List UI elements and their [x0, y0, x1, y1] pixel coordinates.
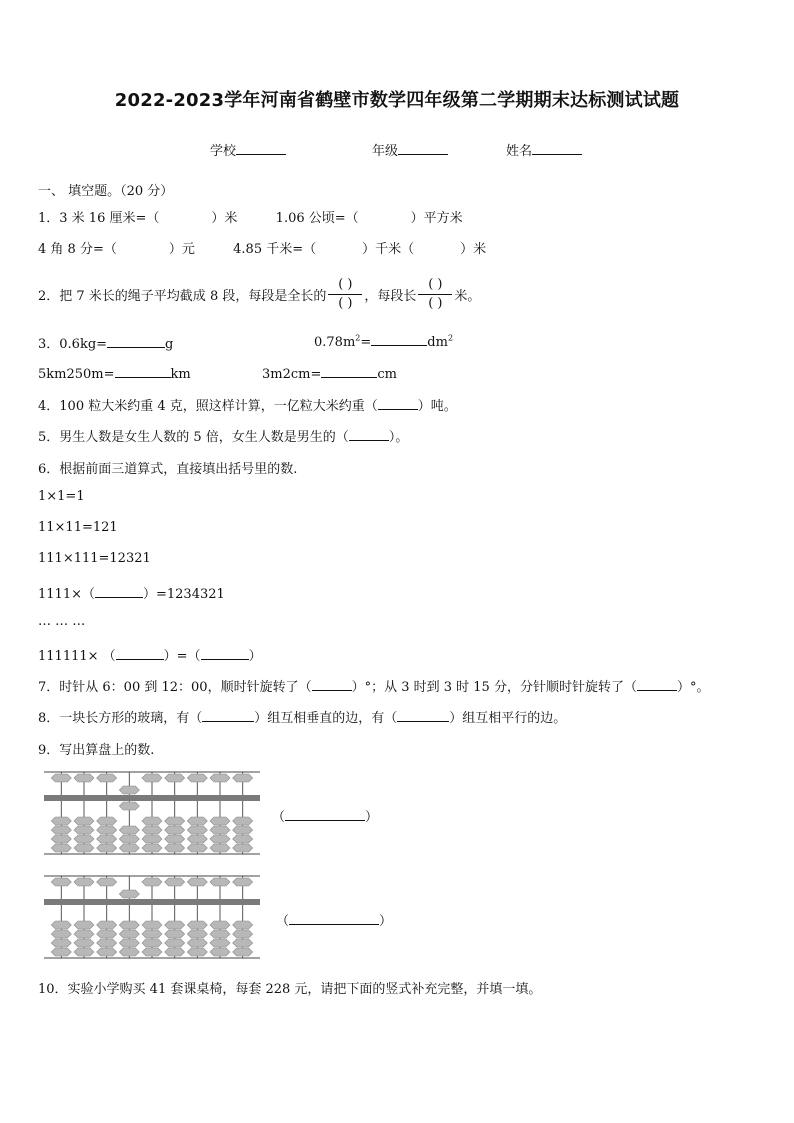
- q1-b-suffix: ）平方米: [410, 211, 463, 226]
- q3-d-prefix: 3m2cm=: [262, 367, 322, 382]
- grade-blank[interactable]: [398, 142, 448, 155]
- abacus-lower-bead: [97, 930, 117, 938]
- abacus-lower-bead: [74, 921, 94, 929]
- abacus-lower-bead: [187, 921, 207, 929]
- q8-mid: ）组互相垂直的边，有（: [254, 711, 398, 726]
- question-3-row-1b: [314, 333, 453, 350]
- q6-l6-answer-2[interactable]: [201, 647, 249, 660]
- q6-l6-mid: ）=（: [163, 649, 201, 664]
- abacus-lower-bead: [119, 835, 139, 843]
- abacus-lower-bead: [51, 930, 71, 938]
- q7-prefix: 7．时针从 6：00 到 12：00，顺时针旋转了（: [38, 680, 312, 695]
- q3-b-unit: dm: [427, 335, 448, 350]
- q3-b-unit-exponent: 2: [447, 333, 454, 343]
- abacus-lower-bead: [210, 939, 230, 947]
- abacus-lower-bead: [187, 930, 207, 938]
- abacus-lower-bead: [233, 817, 253, 825]
- q2-fraction-1[interactable]: [328, 276, 362, 313]
- abacus-upper-bead: [187, 878, 207, 886]
- abacus-lower-bead: [165, 835, 185, 843]
- school-label: 学校: [210, 144, 237, 159]
- abacus-lower-bead: [142, 948, 162, 956]
- q9-answer-2-close: ）: [379, 914, 393, 929]
- abacus-lower-bead: [210, 826, 230, 834]
- q2-fraction-1-numerator: ( ): [338, 276, 353, 292]
- question-6-line-1: 1×1=1: [38, 489, 85, 504]
- question-3-row-1: [38, 333, 173, 352]
- abacus-lower-bead: [97, 835, 117, 843]
- question-1-row-2: [38, 238, 486, 257]
- q1-a-prefix: 1．3 米 16 厘米=（: [38, 211, 160, 226]
- abacus-lower-bead: [51, 939, 71, 947]
- abacus-lower-bead: [74, 835, 94, 843]
- q3-b-equals: =: [360, 335, 372, 350]
- question-5: [38, 426, 408, 445]
- question-6-line-4: [38, 583, 225, 602]
- q6-l4-prefix: 1111×（: [38, 587, 95, 602]
- q1-d-answer-km[interactable]: [316, 241, 362, 253]
- q2-fraction-2-denominator: ( ): [428, 295, 443, 311]
- q9-answer-1-close: ）: [365, 810, 379, 825]
- q4-prefix: 4．100 粒大米约重 4 克，照这样计算，一亿粒大米约重（: [38, 399, 378, 414]
- q5-suffix: ）。: [388, 430, 409, 445]
- school-blank[interactable]: [236, 142, 286, 155]
- abacus-lower-bead: [210, 921, 230, 929]
- abacus-lower-bead: [51, 948, 71, 956]
- abacus-upper-bead: [210, 878, 230, 886]
- abacus-lower-bead: [74, 939, 94, 947]
- q9-answer-1-open: （: [272, 810, 286, 825]
- school-field: [210, 140, 286, 159]
- abacus-lower-bead: [74, 844, 94, 852]
- q1-b-prefix: 1.06 公顷=（: [275, 211, 359, 226]
- abacus-lower-bead: [233, 948, 253, 956]
- abacus-lower-bead: [210, 835, 230, 843]
- q1-d-prefix: 4.85 千米=（: [233, 242, 317, 257]
- abacus-lower-bead: [233, 921, 253, 929]
- q9-answer-1-blank[interactable]: [285, 808, 365, 821]
- q4-suffix: ）吨。: [417, 399, 457, 414]
- abacus-lower-bead: [51, 826, 71, 834]
- grade-field: [372, 140, 448, 159]
- question-9: 9．写出算盘上的数.: [38, 743, 155, 758]
- name-label: 姓名: [506, 144, 533, 159]
- q5-prefix: 5．男生人数是女生人数的 5 倍，女生人数是男生的（: [38, 430, 349, 445]
- abacus-upper-bead: [142, 774, 162, 782]
- q8-answer-1[interactable]: [202, 709, 254, 722]
- abacus-upper-bead: [233, 774, 253, 782]
- q3-a-answer[interactable]: [107, 335, 165, 348]
- q3-b-answer[interactable]: [371, 333, 427, 346]
- abacus-upper-bead: [210, 774, 230, 782]
- abacus-upper-bead: [51, 774, 71, 782]
- question-2: [38, 272, 480, 316]
- abacus-upper-bead: [142, 878, 162, 886]
- q3-b-exponent: 2: [355, 333, 361, 343]
- abacus-lower-bead: [74, 948, 94, 956]
- q1-a-answer[interactable]: [159, 210, 211, 222]
- abacus-upper-bead: [165, 878, 185, 886]
- question-6-line-2: 11×11=121: [38, 520, 118, 535]
- q1-c-prefix: 4 角 8 分=（: [38, 242, 117, 257]
- q9-answer-1: [272, 806, 378, 825]
- abacus-lower-bead: [51, 817, 71, 825]
- q3-c-prefix: 5km250m=: [38, 367, 115, 382]
- question-4: [38, 395, 457, 414]
- abacus-beam: [44, 899, 260, 905]
- q4-answer[interactable]: [378, 397, 418, 410]
- abacus-lower-bead: [233, 835, 253, 843]
- abacus-lower-bead: [51, 921, 71, 929]
- abacus-lower-bead: [119, 921, 139, 929]
- q6-l4-answer[interactable]: [95, 585, 143, 598]
- abacus-lower-bead: [142, 817, 162, 825]
- abacus-lower-bead: [165, 844, 185, 852]
- abacus-upper-bead: [187, 774, 207, 782]
- abacus-lower-bead: [233, 844, 253, 852]
- q3-a-prefix: 3．0.6kg=: [38, 337, 108, 352]
- abacus-lower-bead: [165, 826, 185, 834]
- q1-b-answer[interactable]: [359, 210, 411, 222]
- abacus-1-image: [44, 770, 260, 856]
- abacus-upper-bead: [97, 878, 117, 886]
- q5-answer[interactable]: [349, 428, 389, 441]
- q3-a-unit: g: [165, 337, 174, 352]
- abacus-lower-bead: [119, 939, 139, 947]
- abacus-lower-bead: [233, 930, 253, 938]
- abacus-lower-bead: [165, 921, 185, 929]
- q7-answer-1[interactable]: [312, 678, 352, 691]
- abacus-lower-bead: [74, 817, 94, 825]
- question-7: [38, 676, 709, 695]
- question-6-line-6: [38, 645, 262, 664]
- q9-answer-2-open: （: [276, 914, 290, 929]
- q2-text-b: ，每段长: [364, 288, 417, 304]
- q2-text-c: 米。: [454, 288, 481, 304]
- abacus-lower-bead: [97, 939, 117, 947]
- abacus-lower-bead: [210, 817, 230, 825]
- abacus-2-image: [44, 874, 260, 960]
- abacus-lower-bead: [142, 826, 162, 834]
- abacus-lower-bead: [119, 930, 139, 938]
- abacus-lower-bead: [210, 948, 230, 956]
- q1-c-suffix: ）元: [168, 242, 195, 257]
- abacus-upper-bead: [119, 890, 139, 898]
- q8-suffix: ）组互相平行的边。: [449, 711, 567, 726]
- page-title: 2022-2023学年河南省鹤壁市数学四年级第二学期期末达标测试试题: [114, 90, 680, 111]
- abacus-lower-bead: [187, 826, 207, 834]
- q3-b-prefix: 0.78m: [314, 335, 356, 350]
- abacus-upper-bead: [97, 774, 117, 782]
- abacus-lower-bead: [97, 948, 117, 956]
- q6-l6-prefix: 111111× （: [38, 649, 116, 664]
- abacus-lower-bead: [74, 826, 94, 834]
- question-6-ellipsis: … … …: [38, 614, 86, 629]
- abacus-lower-bead: [187, 817, 207, 825]
- q1-d-mid: ）千米（: [362, 242, 415, 257]
- q8-prefix: 8．一块长方形的玻璃，有（: [38, 711, 203, 726]
- abacus-upper-bead: [51, 878, 71, 886]
- abacus-lower-bead: [165, 930, 185, 938]
- q3-c-unit: km: [170, 367, 191, 382]
- question-10: 10．实验小学购买 41 套课桌椅，每套 228 元，请把下面的竖式补充完整，并填一填。: [38, 982, 542, 997]
- q8-answer-2[interactable]: [397, 709, 449, 722]
- q6-l6-suffix: ）: [248, 649, 262, 664]
- abacus-beam: [44, 795, 260, 801]
- abacus-lower-bead: [119, 948, 139, 956]
- name-field: [506, 140, 582, 159]
- question-3-row-2b: [262, 365, 397, 382]
- question-8: [38, 707, 566, 726]
- abacus-upper-bead: [74, 774, 94, 782]
- q3-d-unit: cm: [377, 367, 397, 382]
- question-1-row-1: [38, 207, 463, 226]
- abacus-upper-bead: [74, 878, 94, 886]
- q1-a-suffix: ）米: [211, 211, 238, 226]
- abacus-lower-bead: [97, 844, 117, 852]
- q2-text-a: 2．把 7 米长的绳子平均截成 8 段，每段是全长的: [38, 288, 327, 304]
- section-heading: 一、 填空题。（20 分）: [38, 184, 174, 199]
- q9-answer-2-blank[interactable]: [289, 912, 379, 925]
- abacus-lower-bead: [187, 844, 207, 852]
- abacus-lower-bead: [187, 948, 207, 956]
- abacus-lower-bead: [142, 844, 162, 852]
- abacus-lower-bead: [97, 826, 117, 834]
- q6-l4-suffix: ）=1234321: [142, 587, 225, 602]
- name-blank[interactable]: [532, 142, 582, 155]
- abacus-lower-bead: [119, 802, 139, 810]
- abacus-lower-bead: [165, 948, 185, 956]
- abacus-lower-bead: [210, 930, 230, 938]
- abacus-lower-bead: [119, 826, 139, 834]
- abacus-lower-bead: [74, 930, 94, 938]
- q1-d-answer-m[interactable]: [414, 241, 460, 253]
- abacus-upper-bead: [119, 786, 139, 794]
- q7-answer-2[interactable]: [637, 678, 677, 691]
- q6-l6-answer-1[interactable]: [116, 647, 164, 660]
- abacus-lower-bead: [142, 930, 162, 938]
- abacus-upper-bead: [233, 878, 253, 886]
- q9-answer-2: [276, 910, 392, 929]
- question-6-intro: 6．根据前面三道算式，直接填出括号里的数.: [38, 462, 298, 477]
- q1-d-suffix: ）米: [460, 242, 487, 257]
- abacus-lower-bead: [165, 817, 185, 825]
- abacus-lower-bead: [210, 844, 230, 852]
- abacus-lower-bead: [97, 921, 117, 929]
- abacus-lower-bead: [51, 844, 71, 852]
- abacus-lower-bead: [165, 939, 185, 947]
- q7-suffix: ）°。: [676, 680, 710, 695]
- abacus-upper-bead: [165, 774, 185, 782]
- q2-fraction-2-numerator: ( ): [428, 276, 443, 292]
- q2-fraction-2[interactable]: [418, 276, 452, 313]
- abacus-lower-bead: [187, 939, 207, 947]
- q3-d-answer[interactable]: [321, 365, 377, 378]
- abacus-lower-bead: [51, 835, 71, 843]
- q1-c-answer[interactable]: [117, 241, 169, 253]
- abacus-lower-bead: [142, 939, 162, 947]
- q2-fraction-1-denominator: ( ): [338, 295, 353, 311]
- q7-mid: ）°；从 3 时到 3 时 15 分，分针顺时针旋转了（: [351, 680, 637, 695]
- question-3-row-2: [38, 365, 191, 382]
- abacus-lower-bead: [187, 835, 207, 843]
- abacus-lower-bead: [142, 835, 162, 843]
- question-6-line-3: 111×111=12321: [38, 551, 151, 566]
- abacus-lower-bead: [142, 921, 162, 929]
- abacus-lower-bead: [233, 826, 253, 834]
- abacus-lower-bead: [119, 844, 139, 852]
- abacus-lower-bead: [97, 817, 117, 825]
- q3-c-answer[interactable]: [115, 365, 171, 378]
- grade-label: 年级: [372, 144, 399, 159]
- abacus-lower-bead: [233, 939, 253, 947]
